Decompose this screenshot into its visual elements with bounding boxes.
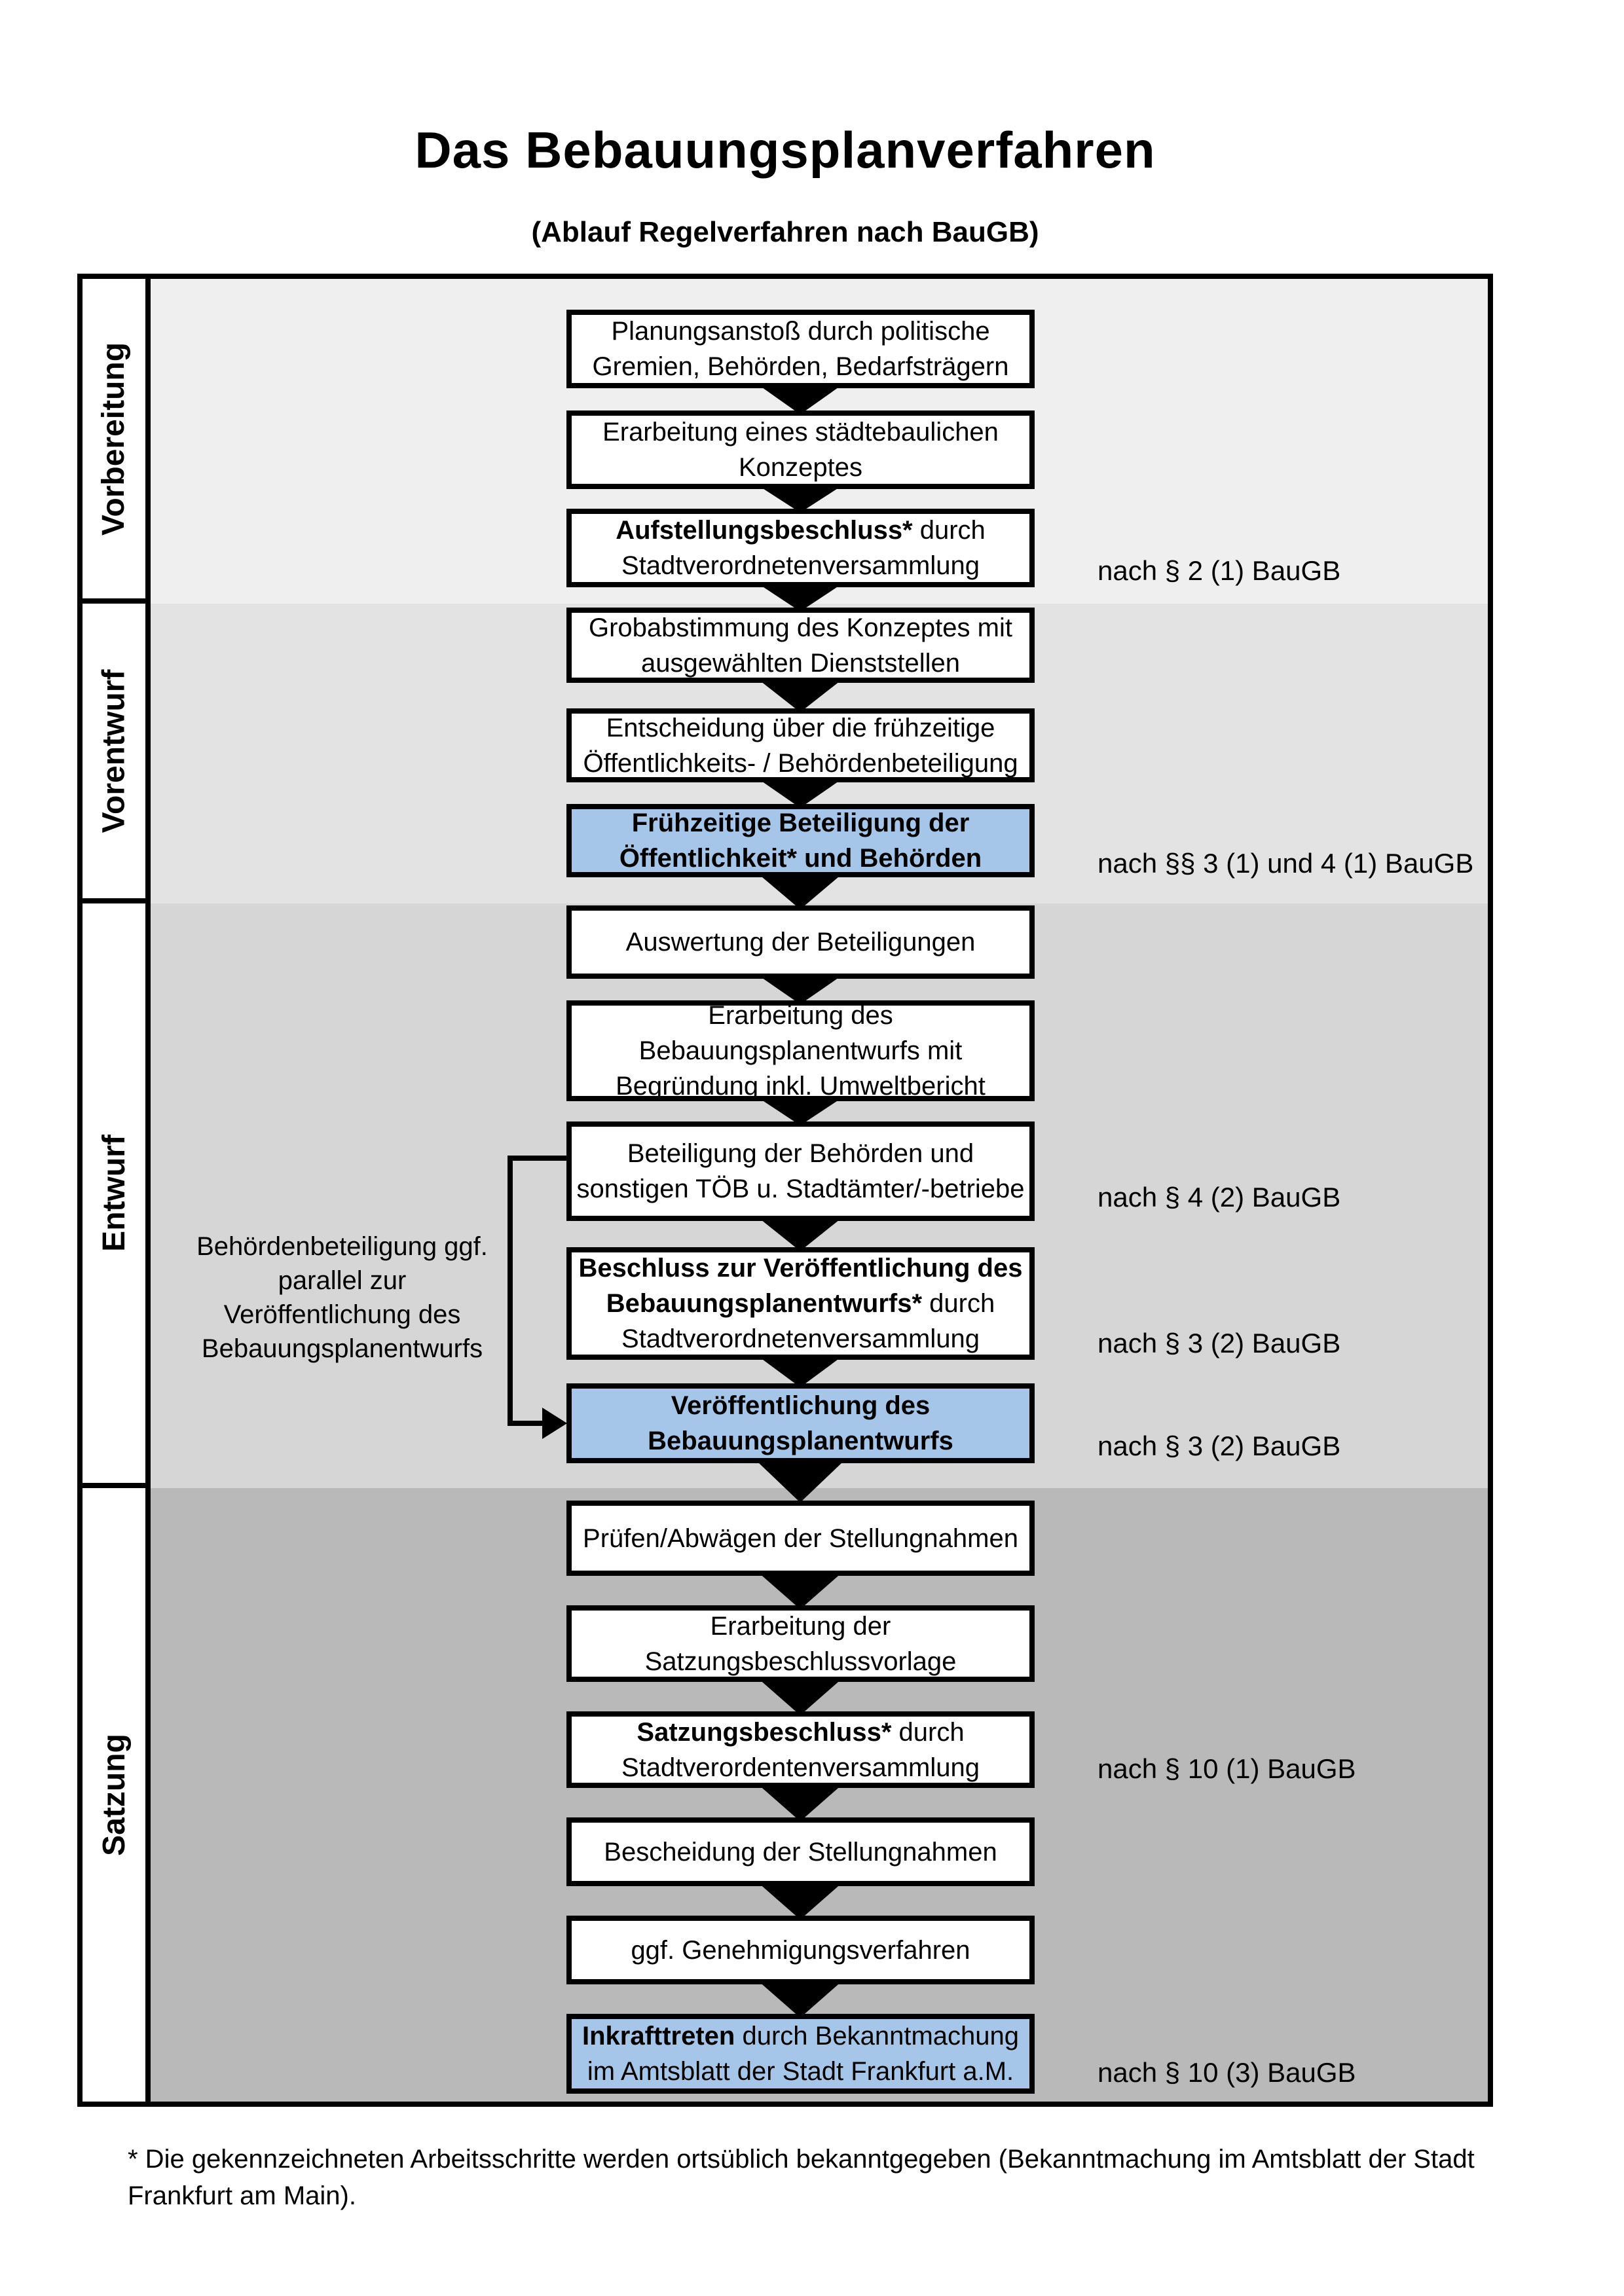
box-line <box>627 1136 974 1171</box>
text-seg: Öffentlichkeits- / Behördenbeteiligung <box>583 748 1018 778</box>
box-line <box>583 1521 1018 1556</box>
arrow-down-icon <box>758 1217 843 1251</box>
box-line <box>582 2018 1019 2054</box>
phase-label-satzung: Satzung <box>96 1734 132 1856</box>
entscheidung-fruehzeitige-beteiligung-box <box>566 708 1035 782</box>
legal-ref: nach § 3 (2) BauGB <box>1098 1430 1341 1461</box>
text-seg: Bebauungsplanentwurfs mit <box>638 1036 963 1065</box>
text-seg: Bebauungsplanentwurfs <box>648 1427 953 1455</box>
legal-ref: nach § 4 (2) BauGB <box>1098 1182 1341 1212</box>
text-seg: Beschluss zur Veröffentlichung des <box>578 1254 1023 1283</box>
arrow-down-icon <box>758 1356 843 1387</box>
text-seg: Bescheidung der Stellungnahmen <box>604 1837 997 1867</box>
box-line <box>593 349 1009 384</box>
arrow-down-icon <box>758 873 843 909</box>
box-line <box>639 1033 963 1068</box>
text-seg: Beteiligung der Behörden und <box>627 1139 974 1168</box>
box-line <box>606 710 995 746</box>
text-seg: sonstigen TÖB u. Stadtämter/-betriebe <box>576 1175 1025 1203</box>
box-line <box>579 1250 1023 1286</box>
arrow-down-icon <box>758 1980 843 2018</box>
inkrafttreten-box <box>566 2014 1035 2094</box>
text-seg: Stadtverordnetenversammlung <box>621 551 980 580</box>
box-line <box>602 414 999 450</box>
arrow-down-icon <box>758 1572 843 1609</box>
box-line <box>637 1715 964 1750</box>
text-seg: Erarbeitung der <box>710 1611 891 1641</box>
text-seg: Entscheidung über die frühzeitige <box>606 713 995 742</box>
satzungsbeschluss-box <box>566 1711 1035 1788</box>
box-line <box>621 1750 980 1785</box>
arrow-down-icon <box>758 679 843 712</box>
text-seg: Erarbeitung eines städtebaulichen <box>602 418 999 446</box>
bebauungsplanentwurf-erarbeitung-box <box>566 1000 1035 1101</box>
box-line <box>621 548 980 583</box>
text-seg: Planungsanstoß durch politische <box>611 317 990 346</box>
box-line <box>616 513 986 548</box>
legal-ref: nach § 10 (3) BauGB <box>1098 2057 1356 2088</box>
legal-ref: nach §§ 3 (1) und 4 (1) BauGB <box>1098 848 1474 879</box>
box-line <box>604 1834 997 1870</box>
connector-line <box>507 1156 566 1161</box>
text-seg: ggf. Genehmigungsverfahren <box>631 1935 970 1965</box>
page-title: Das Bebauungsplanverfahren <box>415 121 1156 179</box>
behoerdenbeteiligung-box <box>566 1121 1035 1221</box>
box-line <box>619 841 982 876</box>
footnote: * Die gekennzeichneten Arbeitsschritte werden ortsüblich bekanntgegeben (Bekanntmachung im Amtsblatt der Stadt Frankfurt am Main). <box>128 2145 1475 2210</box>
text-seg: Öffentlichkeit* und Behörden <box>619 844 982 873</box>
text-seg: Prüfen/Abwägen der Stellungnahmen <box>583 1523 1018 1553</box>
box-line <box>587 2054 1014 2089</box>
text-seg: Auswertung der Beteiligungen <box>625 928 976 957</box>
text-seg: Konzeptes <box>738 453 863 482</box>
box-line <box>583 746 1018 781</box>
side-note: Behördenbeteiligung ggf. parallel zur Veröffentlichung des Bebauungsplanentwurfs <box>196 1232 488 1363</box>
box-line <box>611 314 989 349</box>
veroeffentlichung-box <box>566 1383 1035 1463</box>
veroeffentlichungsbeschluss-box <box>566 1247 1035 1360</box>
text-seg: durch <box>922 1289 995 1318</box>
box-line <box>671 1388 931 1423</box>
box-line <box>708 998 893 1033</box>
satzungsbeschlussvorlage-box <box>566 1605 1035 1682</box>
box-line <box>631 1933 970 1968</box>
phase-label-vorentwurf: Vorentwurf <box>96 669 132 833</box>
text-seg: Aufstellungsbeschluss* <box>616 516 913 545</box>
bescheidung-box <box>566 1817 1035 1886</box>
connector-line <box>507 1421 544 1426</box>
text-seg: durch <box>891 1717 965 1747</box>
legal-ref: nach § 2 (1) BauGB <box>1098 555 1341 586</box>
phase-label-vorbereitung: Vorbereitung <box>96 342 132 536</box>
aufstellungsbeschluss-box <box>566 509 1035 587</box>
grobabstimmung-box <box>566 608 1035 683</box>
text-seg: Satzungsbeschluss* <box>637 1717 892 1747</box>
text-seg: Satzungsbeschlussvorlage <box>644 1647 957 1676</box>
text-seg: Frühzeitige Beteiligung der <box>631 809 970 837</box>
box-line <box>621 1321 980 1357</box>
text-seg: Begründung inkl. Umweltbericht <box>616 1072 986 1101</box>
planungsanstoss-box <box>566 310 1035 388</box>
arrow-down-icon <box>758 1462 843 1503</box>
legal-ref: nach § 10 (1) BauGB <box>1098 1753 1356 1784</box>
box-line <box>576 1171 1024 1207</box>
box-line <box>645 1644 957 1679</box>
phase-label-entwurf: Entwurf <box>96 1135 132 1252</box>
box-line <box>739 450 862 485</box>
box-line <box>710 1609 891 1644</box>
text-seg: ausgewählten Dienststellen <box>641 648 960 678</box>
text-seg: Veröffentlichung des <box>671 1391 931 1420</box>
pruefen-abwaegen-box <box>566 1501 1035 1576</box>
box-line <box>641 646 960 681</box>
text-seg: Grobabstimmung des Konzeptes mit <box>589 613 1012 642</box>
box-line <box>606 1286 995 1321</box>
text-seg: im Amtsblatt der Stadt Frankfurt a.M. <box>587 2057 1014 2086</box>
text-seg: Stadtverordentenversammlung <box>621 1753 980 1782</box>
arrow-down-icon <box>758 1784 843 1821</box>
auswertung-box <box>566 905 1035 979</box>
box-line <box>648 1423 953 1459</box>
text-seg: durch <box>912 516 986 545</box>
text-seg: durch Bekanntmachung <box>735 2022 1019 2050</box>
text-seg: Gremien, Behörden, Bedarfsträgern <box>592 352 1009 381</box>
page-subtitle: (Ablauf Regelverfahren nach BauGB) <box>531 216 1039 248</box>
text-seg: Inkrafttreten <box>581 2022 735 2050</box>
box-line <box>589 610 1012 646</box>
fruehzeitige-beteiligung-box <box>566 804 1035 877</box>
arrow-down-icon <box>758 1678 843 1715</box>
legal-ref: nach § 3 (2) BauGB <box>1098 1328 1341 1358</box>
arrow-right-icon <box>542 1408 567 1439</box>
text-seg: Stadtverordnetenversammlung <box>621 1324 980 1353</box>
connector-line <box>507 1156 513 1426</box>
genehmigungsverfahren-box <box>566 1916 1035 1984</box>
text-seg: Erarbeitung des <box>708 1001 893 1030</box>
staedtebauliches-konzept-box <box>566 410 1035 489</box>
box-line <box>626 924 976 960</box>
arrow-down-icon <box>758 1882 843 1920</box>
text-seg: Bebauungsplanentwurfs* <box>606 1289 923 1318</box>
box-line <box>632 805 970 841</box>
